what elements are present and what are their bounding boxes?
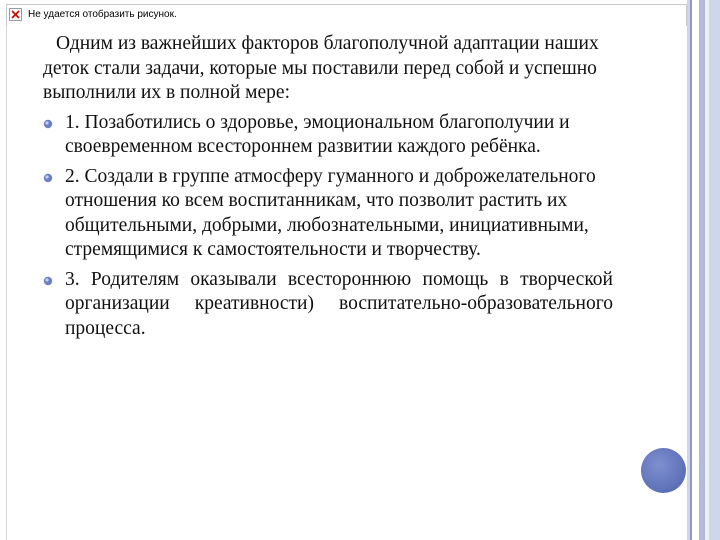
side-bar: [709, 0, 720, 540]
left-frame-line: [6, 26, 7, 540]
bullet-icon: [43, 119, 53, 129]
list-item-text: 2. Создали в группе атмосферу гуманного и доброжелательного отношения ко всем воспитанникам, что позволит растить их общительными, добрыми, любознательными, инициативными, стремящимися к самостоятельности и творчеству.: [65, 165, 596, 260]
broken-image-icon: [9, 8, 22, 21]
list-item-text: 3. Родителям оказывали всестороннюю помощь в творческой организации креативности) воспитательно-образовательного процесса.: [65, 268, 613, 339]
list-item: [43, 165, 613, 263]
broken-image-placeholder: [6, 4, 687, 26]
broken-image-message: Не удается отобразить рисунок.: [28, 9, 177, 20]
list-item-text: 1. Позаботились о здоровье, эмоциональном благополучии и своевременном всестороннем развитии каждого ребёнка.: [65, 111, 570, 157]
list-item: [43, 268, 613, 342]
list-item: [43, 111, 613, 160]
intro-paragraph: Одним из важнейших факторов благополучной адаптации наших деток стали задачи, которые мы поставили перед собой и успешно выполнили их в полной мере:: [43, 33, 599, 103]
bullet-icon: [43, 173, 53, 183]
bullet-icon: [43, 276, 53, 286]
decorative-circle: [641, 448, 686, 493]
slide-text-body: [43, 32, 613, 346]
task-list: [43, 111, 613, 342]
side-bar: [692, 0, 699, 540]
